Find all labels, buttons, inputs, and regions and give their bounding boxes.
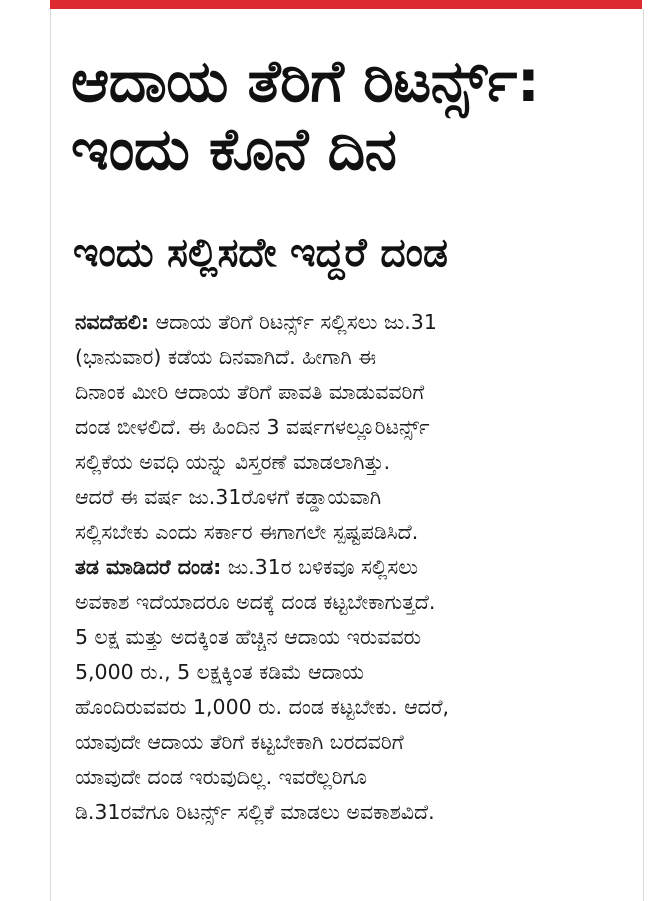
dateline: ನವದೆಹಲಿ: [75,310,150,334]
body-line: ಸಲ್ಲಿಸಬೇಕು ಎಂದು ಸರ್ಕಾರ ಈಗಾಗಲೇ ಸ್ಪಷ್ಟಪಡಿಸಿದೆ. [75,520,419,544]
news-clipping [50,9,644,901]
body-line: ಅವಕಾಶ ಇದೆಯಾದರೂ ಅದಕ್ಕೆ ದಂಡ ಕಟ್ಟಬೇಕಾಗುತ್ತದೆ. [75,590,436,614]
article-body [75,305,635,830]
body-line: ಡಿ.31ರವೆಗೂ ರಿಟರ್ನ್ಸ್ ಸಲ್ಲಿಕೆ ಮಾಡಲು ಅವಕಾಶವಿದೆ. [75,800,435,824]
body-text: ಜು.31ರ ಬಳಿಕವೂ ಸಲ್ಲಿಸಲು [221,555,419,579]
body-line: ಸಲ್ಲಿಕೆಯ ಅವಧಿ ಯನ್ನು ವಿಸ್ತರಣೆ ಮಾಡಲಾಗಿತ್ತು. [75,450,391,474]
subheadline: ಇಂದು ಸಲ್ಲಿಸದೇ ಇದ್ದರೆ ದಂಡ [73,230,448,276]
body-line: ಆದರೆ ಈ ವರ್ಷ ಜು.31ರೊಳಗೆ ಕಡ್ಡಾಯವಾಗಿ [75,485,382,509]
body-line: ಹೊಂದಿರುವವರು 1,000 ರು. ದಂಡ ಕಟ್ಟಬೇಕು. ಆದರೆ, [75,695,450,719]
body-line: ಯಾವುದೇ ದಂಡ ಇರುವುದಿಲ್ಲ. ಇವರೆಲ್ಲರಿಗೂ [75,765,367,789]
headline-line: ಆದಾಯ ತೆರಿಗೆ ರಿಟರ್ನ್ಸ್: [71,47,540,115]
body-line: ದಿನಾಂಕ ಮೀರಿ ಆದಾಯ ತೆರಿಗೆ ಪಾವತಿ ಮಾಡುವವರಿಗೆ [75,380,425,404]
top-accent-bar [50,0,642,9]
section-lead: ತಡ ಮಾಡಿದರೆ ದಂಡ: [75,555,222,579]
body-line: ದಂಡ ಬೀಳಲಿದೆ. ಈ ಹಿಂದಿನ 3 ವರ್ಷಗಳಲ್ಲೂರಿಟರ್ನ್ಸ್ [75,415,430,439]
body-line: ಯಾವುದೇ ಆದಾಯ ತೆರಿಗೆ ಕಟ್ಟಬೇಕಾಗಿ ಬರದವರಿಗೆ [75,730,404,754]
body-text: ಆದಾಯ ತೆರಿಗೆ ರಿಟರ್ನ್ಸ್ ಸಲ್ಲಿಸಲು ಜು.31 [149,310,437,334]
body-line: (ಭಾನುವಾರ) ಕಡೆಯ ದಿನವಾಗಿದೆ. ಹೀಗಾಗಿ ಈ [75,345,377,369]
headline [71,47,631,183]
body-line: 5 ಲಕ್ಷ ಮತ್ತು ಅದಕ್ಕಿಂತ ಹೆಚ್ಚಿನ ಆದಾಯ ಇರುವವರು [75,625,421,649]
body-line [75,305,635,340]
headline-line: ಇಂದು ಕೊನೆ ದಿನ [71,115,397,183]
body-line [75,550,635,585]
body-line: 5,000 ರು., 5 ಲಕ್ಷಕ್ಕಿಂತ ಕಡಿಮೆ ಆದಾಯ [75,660,365,684]
